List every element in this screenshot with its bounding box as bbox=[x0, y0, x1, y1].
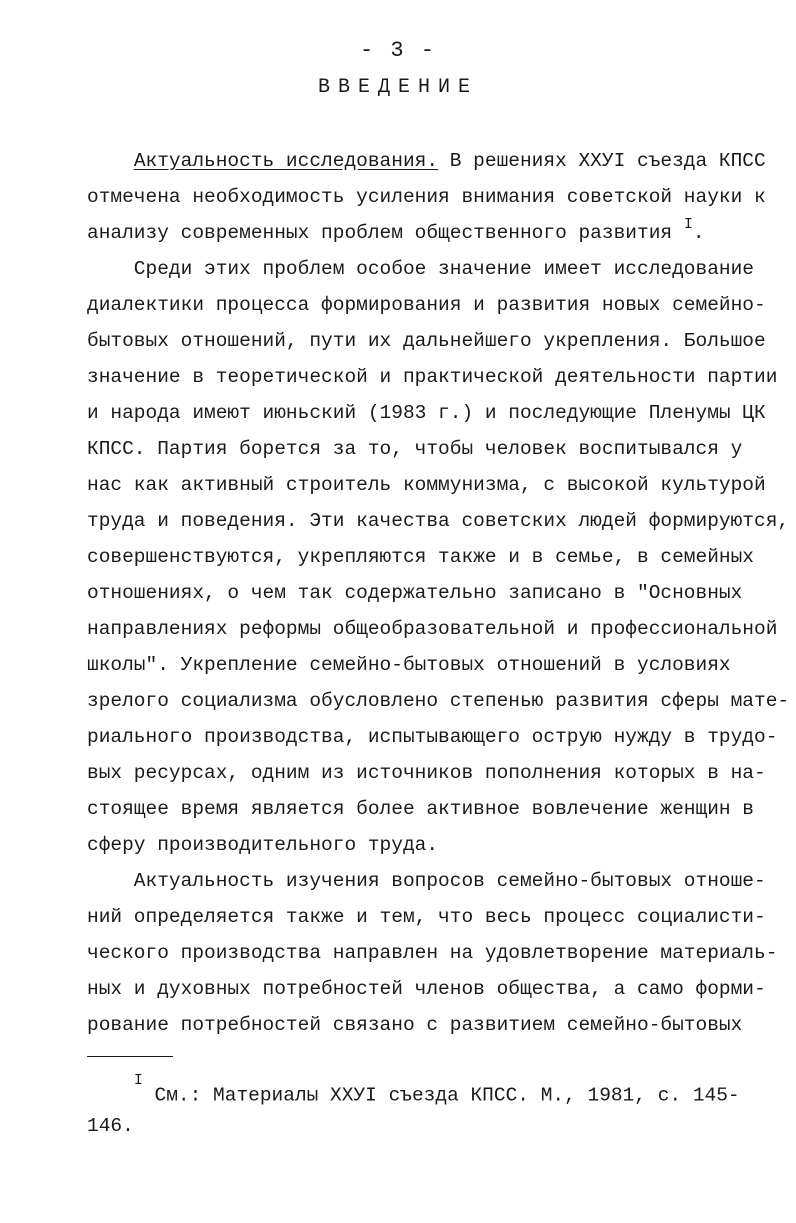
footnote bbox=[87, 1072, 740, 1144]
intro-label: Актуальность исследования. bbox=[133, 150, 439, 172]
para2-line: диалектики процесса формирования и развития новых семейно- bbox=[87, 294, 766, 316]
footnote-divider bbox=[87, 1056, 173, 1057]
paragraph-2 bbox=[87, 251, 790, 863]
para3-line: ческого производства направлен на удовлетворение материаль- bbox=[87, 942, 778, 964]
para2-line: вых ресурсах, одним из источников пополнения которых в на- bbox=[87, 762, 766, 784]
footnote-reference: I bbox=[683, 216, 693, 233]
para3-line: ных и духовных потребностей членов общества, а само форми- bbox=[87, 978, 766, 1000]
para2-line: значение в теоретической и практической деятельности партии bbox=[87, 366, 778, 388]
para2-line: КПСС. Партия борется за то, чтобы человек воспитывался у bbox=[87, 438, 743, 460]
intro-line-2: отмечена необходимость усиления внимания советской науки к bbox=[87, 186, 766, 208]
para2-line: Среди этих проблем особое значение имеет исследование bbox=[87, 258, 755, 280]
para2-line: совершенствуются, укрепляются также и в семье, в семейных bbox=[87, 546, 755, 568]
section-heading: ВВЕДЕНИЕ bbox=[317, 76, 478, 99]
intro-line-1 bbox=[87, 143, 766, 179]
intro-rest: В решениях ХХУI съезда КПСС bbox=[438, 150, 766, 172]
footnote-mark: I bbox=[133, 1072, 143, 1089]
para3-line: ний определяется также и тем, что весь процесс социалисти- bbox=[87, 906, 766, 928]
para2-line: направлениях реформы общеобразовательной и профессиональной bbox=[87, 618, 778, 640]
para2-line: бытовых отношений, пути их дальнейшего укрепления. Большое bbox=[87, 330, 766, 352]
para2-line: стоящее время является более активное вовлечение женщин в bbox=[87, 798, 755, 820]
para2-line: школы". Укрепление семейно-бытовых отношений в условиях bbox=[87, 654, 731, 676]
para2-line: нас как активный строитель коммунизма, с высокой культурой bbox=[87, 474, 766, 496]
footnote-line-1 bbox=[87, 1072, 740, 1108]
para2-line: зрелого социализма обусловлено степенью развития сферы мате- bbox=[87, 690, 790, 712]
intro-line-3-end: . bbox=[692, 222, 705, 244]
body-text bbox=[87, 143, 790, 1043]
para2-line: риального производства, испытывающего острую нужду в трудо- bbox=[87, 726, 778, 748]
para2-line: труда и поведения. Эти качества советских людей формируются, bbox=[87, 510, 790, 532]
page-number: - 3 - bbox=[359, 38, 436, 63]
intro-line-3-text: анализу современных проблем общественного развития bbox=[87, 222, 684, 244]
para2-line: сферу производительного труда. bbox=[87, 834, 439, 856]
para2-line: отношениях, о чем так содержательно записано в "Основных bbox=[87, 582, 743, 604]
footnote-line-2: 146. bbox=[87, 1115, 134, 1137]
footnote-text: См.: Материалы ХХУI съезда КПСС. М., 1981, с. 145- bbox=[142, 1084, 740, 1107]
intro-line-3 bbox=[87, 215, 737, 251]
para2-line: и народа имеют июньский (1983 г.) и последующие Пленумы ЦК bbox=[87, 402, 766, 424]
para3-line: Актуальность изучения вопросов семейно-бытовых отноше- bbox=[87, 870, 766, 892]
para3-line: рование потребностей связано с развитием семейно-бытовых bbox=[87, 1014, 743, 1036]
paragraph-3 bbox=[87, 863, 778, 1043]
